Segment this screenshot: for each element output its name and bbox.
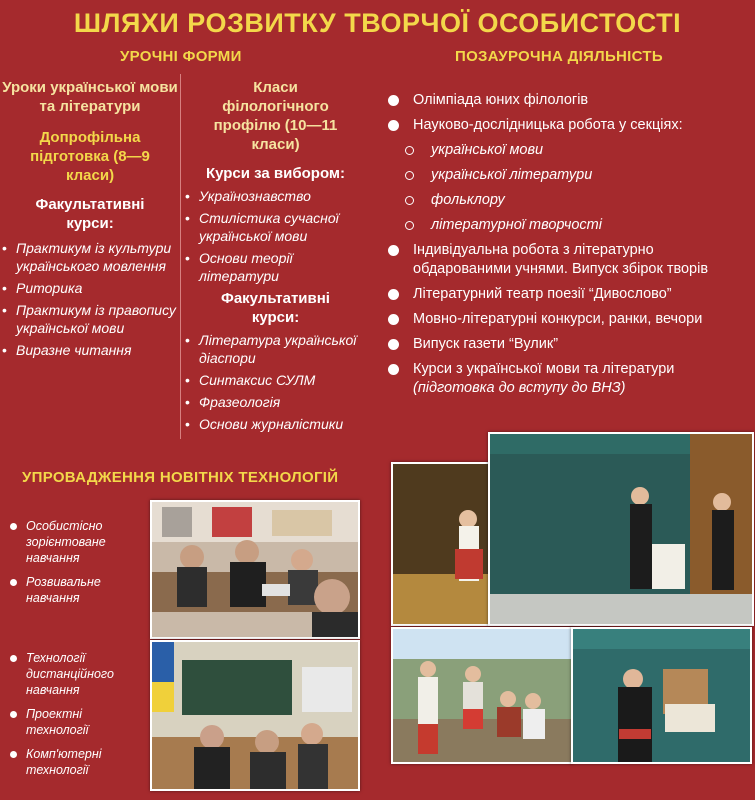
technologies-list-2	[6, 650, 146, 778]
page-title: ШЛЯХИ РОЗВИТКУ ТВОРЧОЇ ОСОБИСТОСТІ	[73, 8, 682, 38]
extracurricular-heading: ПОЗАУРОЧНА ДІЯЛЬНІСТЬ	[455, 48, 663, 65]
list-item: Олімпіада юних філологів	[385, 91, 747, 110]
list-item: Мовно-літературні конкурси, ранки, вечори	[385, 310, 747, 329]
list-item: • Практикум із культури українського мовлення	[2, 239, 180, 275]
electives-heading: Факультативні курси:	[35, 196, 145, 232]
electives-list	[0, 239, 180, 359]
lesson-forms-heading: УРОЧНІ ФОРМИ	[120, 48, 242, 65]
column-divider	[180, 74, 181, 439]
technologies-list-1	[6, 518, 146, 606]
list-item: Науково-дослідницька робота у секціях:	[385, 116, 747, 135]
list-subitem: літературної творчості	[385, 216, 747, 235]
profile-column	[183, 78, 368, 437]
preprofile-heading: Допрофільна підготовка (8—9 класи)	[30, 129, 150, 184]
list-item	[385, 360, 747, 398]
stage-photo	[488, 432, 754, 626]
list-item: • Основи теорії літератури	[185, 249, 368, 285]
list-subitem: фольклору	[385, 191, 747, 210]
technologies-heading: УПРОВАДЖЕННЯ НОВІТНІХ ТЕХНОЛОГІЙ	[22, 469, 339, 486]
extracurricular-list	[385, 91, 747, 404]
lessons-column	[0, 78, 180, 363]
list-item: • Практикум із правопису української мови	[2, 301, 180, 337]
profile-heading: Класи філологічного профілю (10—11 класи)	[213, 79, 338, 153]
list-item: Технології дистанційного навчання	[6, 650, 146, 698]
profile-electives-heading: Факультативні курси:	[221, 290, 330, 326]
list-item: Літературний театр поезії “Дивослово”	[385, 285, 747, 304]
list-subitem: української літератури	[385, 166, 747, 185]
choice-courses-heading: Курси за вибором:	[205, 165, 346, 182]
list-item: • Фразеологія	[185, 393, 368, 411]
distance-learning-photo	[150, 640, 360, 791]
list-item-note: (підготовка до вступу до ВНЗ)	[413, 380, 626, 396]
list-item: • Стилістика сучасної української мови	[185, 209, 368, 245]
list-item: Випуск газети “Вулик”	[385, 335, 747, 354]
lessons-heading: Уроки української мови та літератури	[2, 79, 178, 115]
list-item: Проектні технології	[6, 706, 146, 738]
list-item: Особистісно зорієнтоване навчання	[6, 518, 146, 566]
list-item: • Українознавство	[185, 187, 368, 205]
list-item: Комп'ютерні технології	[6, 746, 146, 778]
list-item: • Література української діаспори	[185, 331, 368, 367]
list-subitem: української мови	[385, 141, 747, 160]
list-item: • Риторика	[2, 279, 180, 297]
folk-costume-photo	[391, 627, 573, 764]
list-item: • Синтаксис СУЛМ	[185, 371, 368, 389]
list-item: • Основи журналістики	[185, 415, 368, 433]
poet-portrait-photo	[571, 627, 752, 764]
list-item: Індивідуальна робота з літературно обдарованими учнями. Випуск збірок творів	[385, 241, 747, 279]
list-item: Розвивальне навчання	[6, 574, 146, 606]
list-item: • Виразне читання	[2, 341, 180, 359]
choice-courses-list	[183, 187, 368, 285]
classroom-photo	[150, 500, 360, 639]
list-item-text: Курси з української мови та літератури	[413, 361, 675, 377]
profile-electives-list	[183, 331, 368, 433]
